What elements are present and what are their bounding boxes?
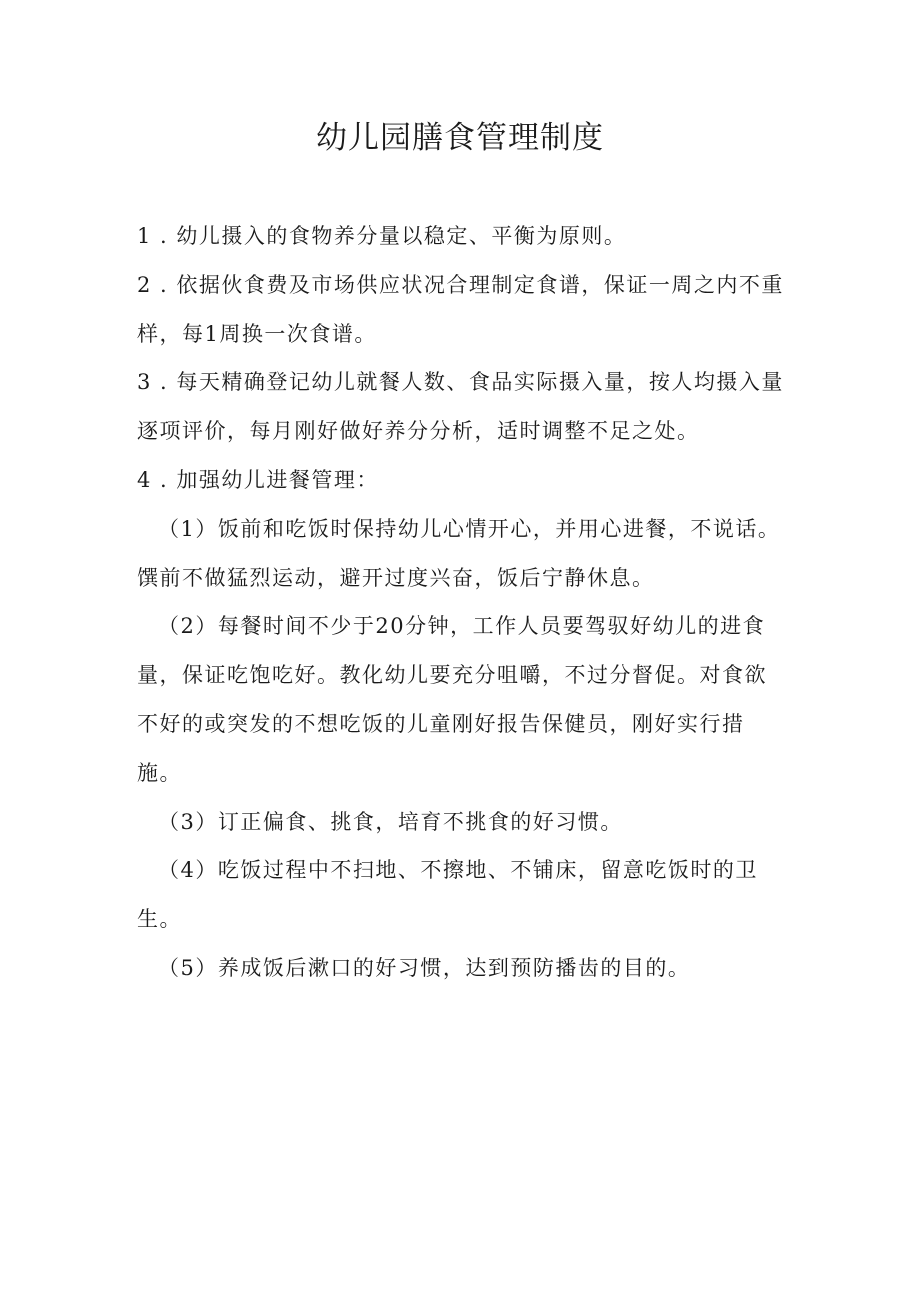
rule-2-paragraph: 2 . 依据伙食费及市场供应状况合理制定食谱，保证一周之内不重样，每1周换一次食谱。 [137,272,784,346]
document-body [137,212,787,993]
rule-4-item-5: （5）养成饭后漱口的好习惯，达到预防播齿的目的。 [158,955,691,980]
document-title: 幼儿园膳食管理制度 [316,120,604,156]
rule-4-item-2: （2）每餐时间不少于20分钟，工作人员要驾驭好幼儿的进食量，保证吃饱吃好。教化幼儿要充分咀嚼，不过分督促。对食欲不好的或突发的不想吃饭的儿童刚好报告保健员，刚好实行措施。 [137,614,767,785]
rule-1-paragraph: 1 . 幼儿摄入的食物养分量以稳定、平衡为原则。 [137,224,627,248]
rule-4-heading: 4 . 加强幼儿进餐管理： [137,467,379,492]
rule-4-item-1: （1）饭前和吃饭时保持幼儿心情开心，并用心进餐，不说话。馔前不做猛烈运动，避开过度兴奋，饭后宁静休息。 [137,516,781,590]
rule-4-item-3: （3）订正偏食、挑食，培育不挑食的好习惯。 [158,809,623,834]
rule-4-item-4: （4）吃饭过程中不扫地、不擦地、不铺床，留意吃饭时的卫生。 [137,858,758,932]
rule-3-paragraph: 3 . 每天精确登记幼儿就餐人数、食品实际摄入量，按人均摄入量逐项评价，每月刚好做好养分分析，适时调整不足之处。 [137,370,784,444]
